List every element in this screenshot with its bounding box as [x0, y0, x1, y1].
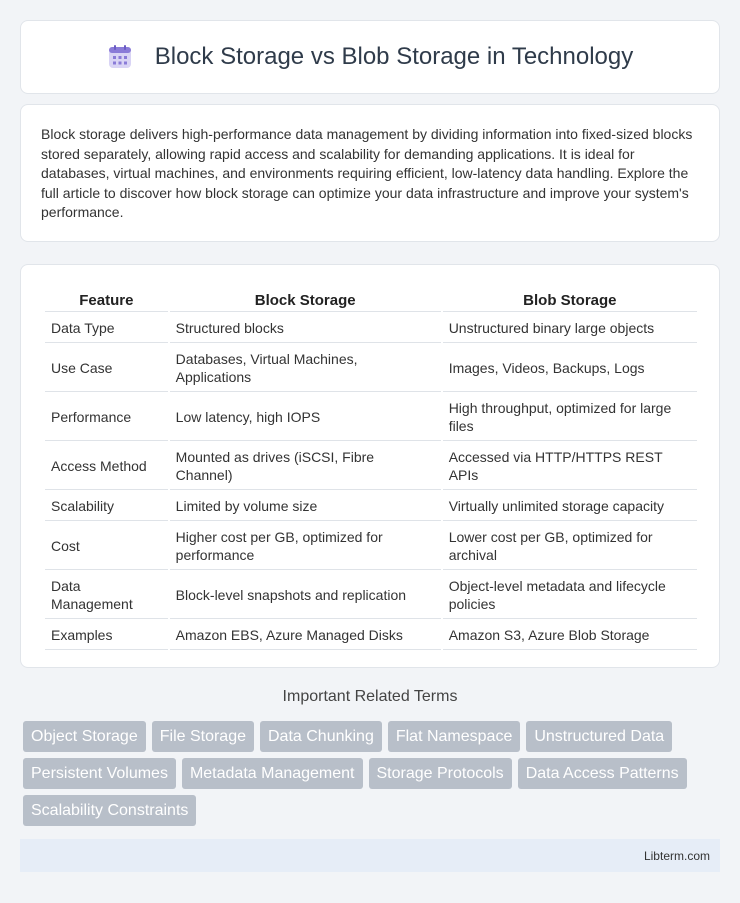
related-terms-title: Important Related Terms	[282, 688, 458, 705]
tag-unstructured-data[interactable]: Unstructured Data	[526, 721, 672, 752]
calendar-grid-icon	[107, 44, 133, 70]
cell-blob: Object-level metadata and lifecycle policies	[443, 572, 697, 619]
cell-block: Block-level snapshots and replication	[170, 572, 441, 619]
comparison-table-card	[20, 264, 720, 668]
table-row	[45, 314, 697, 343]
tag-flat-namespace[interactable]: Flat Namespace	[388, 721, 521, 752]
cell-blob: Unstructured binary large objects	[443, 314, 697, 343]
intro-card	[20, 104, 720, 242]
cell-blob: Amazon S3, Azure Blob Storage	[443, 621, 697, 650]
cell-feature: Performance	[45, 394, 168, 441]
cell-blob: Accessed via HTTP/HTTPS REST APIs	[443, 443, 697, 490]
header-card	[20, 20, 720, 94]
tag-data-access-patterns[interactable]: Data Access Patterns	[518, 758, 687, 789]
intro-text: Block storage delivers high-performance data management by dividing information into fixed-sized blocks stored separately, allowing rapid access and scalability for demanding applications. It is ideal for databases, virtual machines, and environments requiring efficient, low-latency data handling. Explore the full article to discover how block storage can optimize your data infrastructure and improve your system's performance.	[41, 126, 693, 221]
header-block-storage: Block Storage	[170, 289, 441, 312]
cell-block: Limited by volume size	[170, 492, 441, 521]
tag-object-storage[interactable]: Object Storage	[23, 721, 146, 752]
tag-metadata-management[interactable]: Metadata Management	[182, 758, 363, 789]
table-row	[45, 394, 697, 441]
cell-feature: Access Method	[45, 443, 168, 490]
cell-blob: Images, Videos, Backups, Logs	[443, 345, 697, 392]
cell-feature: Scalability	[45, 492, 168, 521]
cell-block: Databases, Virtual Machines, Applications	[170, 345, 441, 392]
cell-feature: Data Management	[45, 572, 168, 619]
cell-feature: Cost	[45, 523, 168, 570]
cell-block: Amazon EBS, Azure Managed Disks	[170, 621, 441, 650]
page-title: Block Storage vs Blob Storage in Technology	[154, 43, 634, 70]
cell-block: Low latency, high IOPS	[170, 394, 441, 441]
tag-persistent-volumes[interactable]: Persistent Volumes	[23, 758, 176, 789]
table-row	[45, 443, 697, 490]
cell-feature: Use Case	[45, 345, 168, 392]
tag-data-chunking[interactable]: Data Chunking	[260, 721, 382, 752]
table-row	[45, 345, 697, 392]
cell-blob: Lower cost per GB, optimized for archival	[443, 523, 697, 570]
header-blob-storage: Blob Storage	[443, 289, 697, 312]
table-header-row	[45, 289, 697, 312]
table-row	[45, 492, 697, 521]
header-feature: Feature	[45, 289, 168, 312]
footer	[20, 839, 720, 872]
table-row	[45, 523, 697, 570]
cell-block: Structured blocks	[170, 314, 441, 343]
table-row	[45, 572, 697, 619]
related-terms-list	[23, 721, 723, 832]
tag-scalability-constraints[interactable]: Scalability Constraints	[23, 795, 196, 826]
tag-storage-protocols[interactable]: Storage Protocols	[369, 758, 512, 789]
cell-feature: Data Type	[45, 314, 168, 343]
footer-site-link[interactable]: Libterm.com	[643, 848, 710, 863]
cell-blob: High throughput, optimized for large files	[443, 394, 697, 441]
table-row	[45, 621, 697, 650]
cell-block: Mounted as drives (iSCSI, Fibre Channel)	[170, 443, 441, 490]
cell-block: Higher cost per GB, optimized for performance	[170, 523, 441, 570]
comparison-table	[43, 287, 699, 652]
cell-blob: Virtually unlimited storage capacity	[443, 492, 697, 521]
tag-file-storage[interactable]: File Storage	[152, 721, 254, 752]
cell-feature: Examples	[45, 621, 168, 650]
